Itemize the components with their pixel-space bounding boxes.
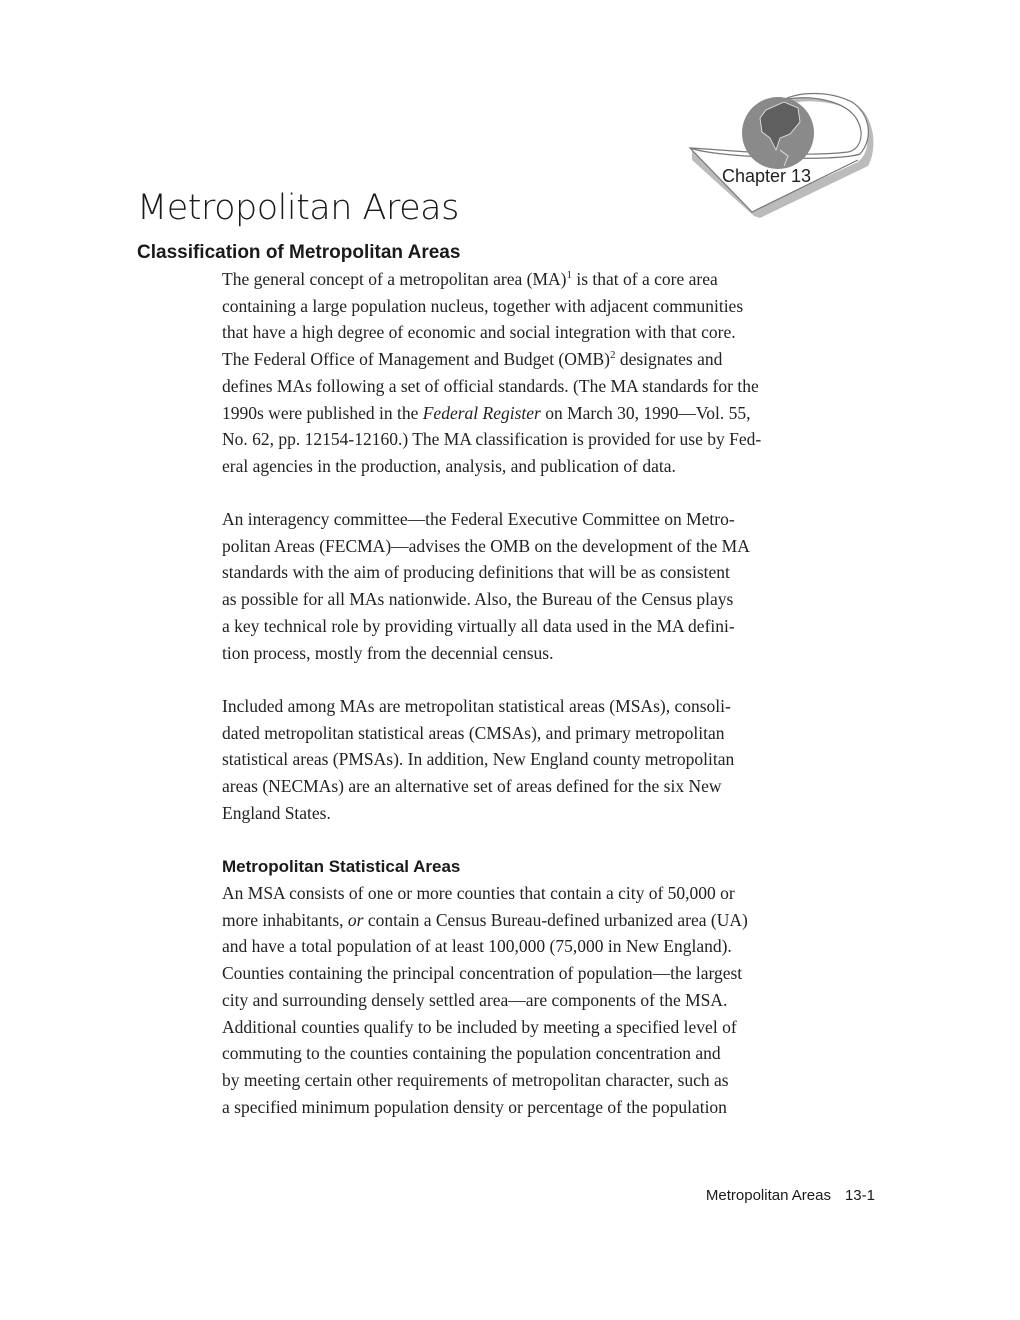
text-line: tion process, mostly from the decennial census. (222, 642, 554, 663)
text-line: containing a large population nucleus, together with adjacent communities (222, 295, 744, 316)
text-line: standards with the aim of producing definitions that will be as consistent (222, 562, 730, 583)
text-line: as possible for all MAs nationwide. Also, the Bureau of the Census plays (222, 589, 734, 610)
footnote-ref: 1 (566, 269, 572, 282)
chapter-label: Chapter 13 (722, 166, 812, 186)
globe-ribbon-logo (688, 88, 878, 228)
text: on March 30, 1990—Vol. 55, (540, 402, 751, 423)
text-line: Additional counties qualify to be included by meeting a specified level of (222, 1016, 737, 1037)
text-line: by meeting certain other requirements of metropolitan character, such as (222, 1069, 729, 1090)
text-line: commuting to the counties containing the population concentration and (222, 1043, 721, 1064)
text: The Federal Office of Management and Budget (OMB) (222, 349, 610, 370)
text-line: No. 62, pp. 12154-12160.) The MA classification is provided for use by Fed- (222, 429, 762, 450)
text-line: areas (NECMAs) are an alternative set of areas defined for the six New (222, 776, 722, 797)
text-line: politan Areas (FECMA)—advises the OMB on the development of the MA (222, 535, 750, 556)
text: is that of a core area (572, 269, 718, 289)
paragraph-1 (222, 266, 761, 480)
text: contain a Census Bureau-defined urbanized area (UA) (363, 909, 748, 930)
text-line: defines MAs following a set of official standards. (The MA standards for the (222, 375, 759, 396)
text: more inhabitants, (222, 909, 348, 930)
text-line: a key technical role by providing virtually all data used in the MA defini- (222, 615, 735, 636)
text-line: a specified minimum population density or percentage of the population (222, 1096, 727, 1117)
text: 1990s were published in the (222, 402, 423, 423)
paragraph-4 (222, 880, 748, 1120)
text-line: and have a total population of at least 100,000 (75,000 in New England). (222, 936, 732, 957)
text-line: An MSA consists of one or more counties that contain a city of 50,000 or (222, 883, 735, 903)
page-number: 13-1 (844, 1187, 875, 1204)
paragraph-3 (222, 693, 734, 827)
text: designates and (615, 349, 723, 370)
text-line: city and surrounding densely settled area—are components of the MSA. (222, 989, 728, 1010)
italic-text: Federal Register (422, 402, 541, 423)
section-heading: Classification of Metropolitan Areas (137, 242, 461, 263)
running-title: Metropolitan Areas (705, 1187, 831, 1204)
text-line: that have a high degree of economic and social integration with that core. (222, 322, 736, 343)
text-line: An interagency committee—the Federal Executive Committee on Metro- (222, 509, 735, 529)
text-line: Included among MAs are metropolitan statistical areas (MSAs), consoli- (222, 696, 731, 716)
text-line: Counties containing the principal concentration of population—the largest (222, 963, 743, 984)
text-line: England States. (222, 802, 331, 823)
italic-text: or (347, 909, 364, 930)
text-line: dated metropolitan statistical areas (CMSAs), and primary metropolitan (222, 722, 725, 743)
paragraph-2 (222, 506, 750, 666)
footnote-ref: 2 (609, 349, 616, 362)
text-line: eral agencies in the production, analysis, and publication of data. (222, 455, 676, 476)
page-title: Metropolitan Areas (137, 188, 459, 228)
text-line: statistical areas (PMSAs). In addition, New England county metropolitan (222, 749, 735, 770)
text: The general concept of a metropolitan area (MA) (222, 269, 567, 289)
page-footer (706, 1187, 875, 1204)
subheading: Metropolitan Statistical Areas (222, 857, 461, 876)
